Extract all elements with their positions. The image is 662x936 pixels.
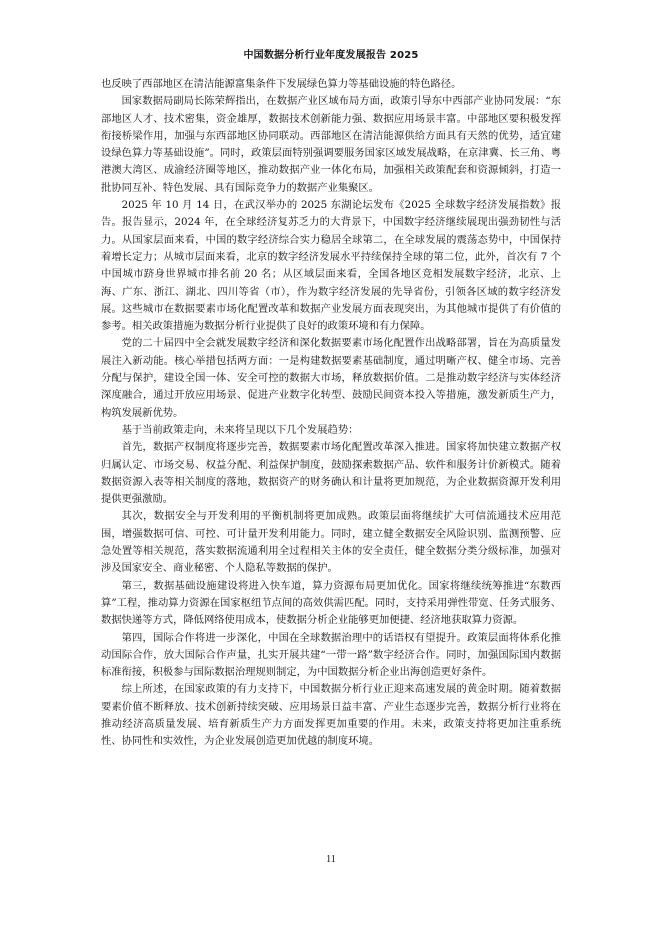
paragraph: 党的二十届四中全会就发展数字经济和深化数据要素市场化配置作出战略部署，旨在为高质量发展注入新动能。核心举措包括两方面：一是构建数据要素基础制度，通过明晰产权、健全市场、完善分配与保护，建设全国一体、安全可控的数据大市场，释放数据价值。二是推动数字经济与实体经济深度融合，通过开放应用场景、促进产业数字化转型、鼓励民间资本投入等措施，激发新质生产力，构筑发展新优势。 [101,337,561,419]
page-header: 中国数据分析行业年度发展报告 2025 [243,50,419,61]
paragraph: 首先，数据产权制度将逐步完善，数据要素市场化配置改革深入推进。国家将加快建立数据产权归属认定、市场交易、权益分配、利益保护制度，鼓励探索数据产品、软件和服务计价新模式。随着数据资源入表等相关制度的落地，数据资产的财务确认和计量将更加规范，为企业数据资源开发利用提供更强激励。 [101,441,561,506]
paragraph: 国家数据局副局长陈荣辉指出，在数据产业区域布局方面，政策引导东中西部产业协同发展：“东部地区人才、技术密集，资金雄厚，数据技术创新能力强、数据应用场景丰富。中部地区要积极发挥衔接桥梁作用，加强与东西部地区协同联动。西部地区在清洁能源供给方面具有天然的优势，适宜建设绿色算力等基础设施”。同时，政策层面特别强调要服务国家区域发展战略，在京津冀、长三角、粤港澳大湾区、成渝经济圈等地区，推动数据产业一体化布局，加强相关政策配套和资源倾斜，打造一批协同互补、特色发展、具有国际竞争力的数据产业集聚区。 [101,95,561,194]
paragraph: 第三，数据基础设施建设将进入快车道，算力资源布局更加优化。国家将继续统筹推进“东数西算”工程，推动算力资源在国家枢纽节点间的高效供需匹配。同时，支持采用弹性带宽、任务式服务、数据快递等方式，降低网络使用成本，使数据分析企业能够更加便捷、经济地获取算力资源。 [101,579,561,627]
paragraph: 基于当前政策走向，未来将呈现以下几个发展趋势： [121,423,359,436]
paragraph: 综上所述，在国家政策的有力支持下，中国数据分析行业正迎来高速发展的黄金时期。随着数据要素价值不断释放、技术创新持续突破、应用场景日益丰富、产业生态逐步完善，数据分析行业将在推动经济高质量发展、培育新质生产力方面发挥更加重要的作用。未来，政策支持将更加注重系统性、协同性和实效性，为企业发展创造更加优越的制度环境。 [101,683,561,748]
page-number: 11 [326,854,336,865]
paragraph: 也反映了西部地区在清洁能源富集条件下发展绿色算力等基础设施的特色路径。 [101,78,462,90]
paragraph: 2025 年 10 月 14 日，在武汉举办的 2025 东湖论坛发布《2025 全球数字经济发展指数》报告。报告显示，2024 年，在全球经济复苏乏力的大背景下，中国数字经济继续展现出强劲韧性与活力。从国家层面来看，中国的数字经济综合实力稳居全球第二，在全球发展的震荡态势中，中国保持着增长定力；从城市层面来看，北京的数字经济发展水平持续保持全球的第二位，此外，首次有 7 个中国城市跻身世界城市排名前 20 名；从区域层面来看，全国各地区竞相发展数字经济，北京、上海、广东、浙江、湖北、四川等省（市），作为数字经济发展的先导省份，引领各区域的数字经济发展。这些城市在数据要素市场化配置改革和数据产业发展方面表现突出，为其他城市提供了有价值的参考。相关政策措施为数据分析行业提供了良好的政策环境和有力保障。 [101,199,561,333]
paragraph: 其次，数据安全与开发利用的平衡机制将更加成熟。政策层面将继续扩大可信流通技术应用范围，增强数据可信、可控、可计量开发利用能力。同时，建立健全数据安全风险识别、监测预警、应急处置等相关规范，落实数据流通利用全过程相关主体的安全责任，健全数据分类分级标准，加强对涉及国家安全、商业秘密、个人隐私等数据的保护。 [101,510,561,575]
body-text [101,76,561,751]
paragraph: 第四，国际合作将进一步深化，中国在全球数据治理中的话语权有望提升。政策层面将体系化推动国际合作，放大国际合作声量，扎实开展共建“一带一路”数字经济合作。同时，加强国际国内数据标准衔接，积极参与国际数据治理规则制定，为中国数据分析企业出海创造更好条件。 [101,631,561,679]
